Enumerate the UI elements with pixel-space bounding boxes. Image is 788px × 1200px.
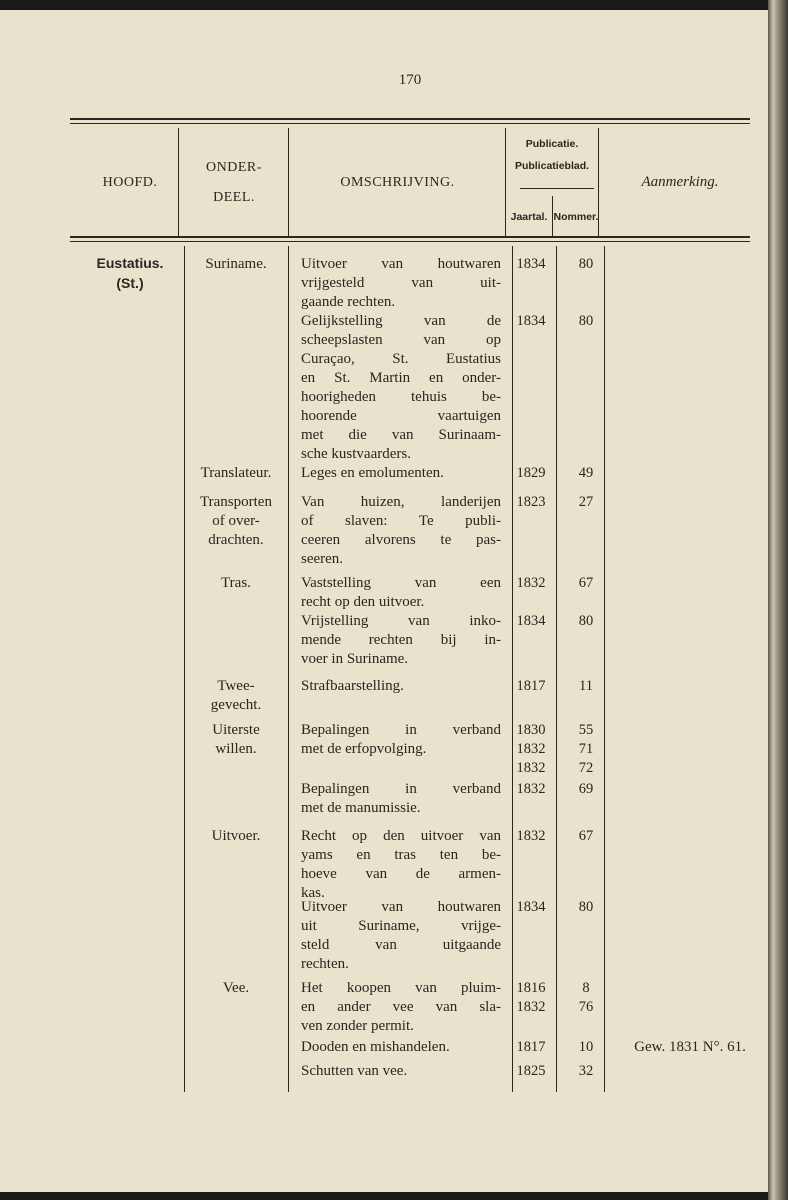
entry-description: Uitvoer van houtwaren uit Suriname, vrijge- steld van uitgaande rechten. — [301, 899, 501, 972]
entry-year: 1834 — [516, 613, 546, 629]
body-divider-5 — [604, 246, 605, 1092]
page-edge — [768, 0, 788, 1200]
entry-description: Uitvoer van houtwaren vrijgesteld van uit- gaande rechten. — [301, 256, 501, 310]
entry-year: 1834 — [516, 899, 546, 915]
entry-number: 32 — [578, 1063, 594, 1079]
entry-number: 55 71 72 — [578, 722, 594, 776]
entry-description: Bepalingen in verband met de manumissie. — [301, 781, 501, 816]
entry-subdivision: Uiterste willen. — [212, 722, 260, 757]
entry-remark: Gew. 1831 N°. 61. — [634, 1039, 746, 1055]
entry-number: 10 — [578, 1039, 594, 1055]
top-rule — [70, 118, 750, 120]
entry-subdivision: Vee. — [222, 980, 250, 996]
header-divider-2 — [288, 128, 289, 236]
entry-year: 1834 — [516, 313, 546, 329]
header-nommer: Nommer. — [553, 211, 599, 223]
entry-number: 80 — [578, 613, 594, 629]
header-hoofd: HOOFD. — [102, 175, 158, 190]
entry-year: 1834 — [516, 256, 546, 272]
body-divider-2 — [288, 246, 289, 1092]
entry-year: 1830 1832 1832 — [516, 722, 546, 776]
entry-year: 1817 — [516, 1039, 546, 1055]
entry-description: Dooden en mishandelen. — [301, 1039, 450, 1055]
entry-description: Strafbaarstelling. — [301, 678, 404, 694]
header-publicatie: Publicatie. — [525, 138, 579, 150]
entry-number: 67 — [578, 828, 594, 844]
header-publicatie-rule — [520, 188, 594, 189]
page-number: 170 — [398, 72, 422, 88]
entry-description: Vaststelling van een recht op den uitvoer. — [301, 575, 501, 610]
entry-description: Het koopen van pluim- en ander vee van sla- ven zonder permit. — [301, 980, 501, 1034]
body-divider-3 — [512, 246, 513, 1092]
entry-year: 1825 — [516, 1063, 546, 1079]
hoofd-eustatius: Eustatius. — [96, 255, 164, 271]
entry-year: 1832 — [516, 781, 546, 797]
entry-number: 8 76 — [578, 980, 594, 1015]
document-page — [0, 10, 768, 1192]
hoofd-st: (St.) — [116, 275, 144, 291]
header-bottom-rule — [70, 236, 750, 238]
entry-description: Schutten van vee. — [301, 1063, 408, 1079]
entry-number: 49 — [578, 465, 594, 481]
entry-description: Vrijstelling van inko- mende rechten bij in- voer in Suriname. — [301, 613, 501, 667]
entry-subdivision: Transporten of over- drachten. — [200, 494, 272, 548]
entry-subdivision: Suriname. — [205, 256, 267, 272]
header-onderdeel-2: DEEL. — [213, 190, 255, 205]
entry-description: Bepalingen in verband met de erfopvolging. — [301, 722, 501, 757]
entry-subdivision: Twee- gevecht. — [210, 678, 262, 713]
entry-subdivision: Translateur. — [200, 465, 272, 481]
header-onderdeel-1: ONDER- — [206, 160, 262, 175]
header-bottom-rule-thin — [70, 241, 750, 242]
body-divider-1 — [184, 246, 185, 1092]
entry-subdivision: Uitvoer. — [211, 828, 261, 844]
entry-description: Van huizen, landerijen of slaven: Te publi- ceeren alvorens te pas- seeren. — [301, 494, 501, 567]
entry-year: 1823 — [516, 494, 546, 510]
body-divider-4 — [556, 246, 557, 1092]
entry-year: 1832 — [516, 828, 546, 844]
top-rule-thin — [70, 123, 750, 124]
entry-number: 80 — [578, 899, 594, 915]
entry-description: Gelijkstelling van de scheepslasten van op Curaçao, St. Eustatius en St. Martin en onder- hoorigheden tehuis be- hoorende vaartuigen met die van Surinaam- sche kustvaarders. — [301, 313, 501, 462]
entry-description: Recht op den uitvoer van yams en tras ten be- hoeve van de armen- kas. — [301, 828, 501, 901]
header-publicatieblad: Publicatieblad. — [514, 160, 590, 172]
header-jaartal: Jaartal. — [510, 211, 548, 223]
entry-number: 80 — [578, 256, 594, 272]
header-omschrijving: OMSCHRIJVING. — [340, 175, 455, 190]
header-aanmerking: Aanmerking. — [641, 174, 719, 190]
entry-number: 11 — [579, 678, 593, 694]
entry-number: 67 — [578, 575, 594, 591]
entry-year: 1832 — [516, 575, 546, 591]
entry-number: 69 — [578, 781, 594, 797]
entry-description: Leges en emolumenten. — [301, 465, 444, 481]
entry-number: 27 — [578, 494, 594, 510]
entry-year: 1829 — [516, 465, 546, 481]
entry-number: 80 — [578, 313, 594, 329]
entry-year: 1816 1832 — [516, 980, 546, 1015]
entry-subdivision: Tras. — [221, 575, 251, 591]
entry-year: 1817 — [516, 678, 546, 694]
